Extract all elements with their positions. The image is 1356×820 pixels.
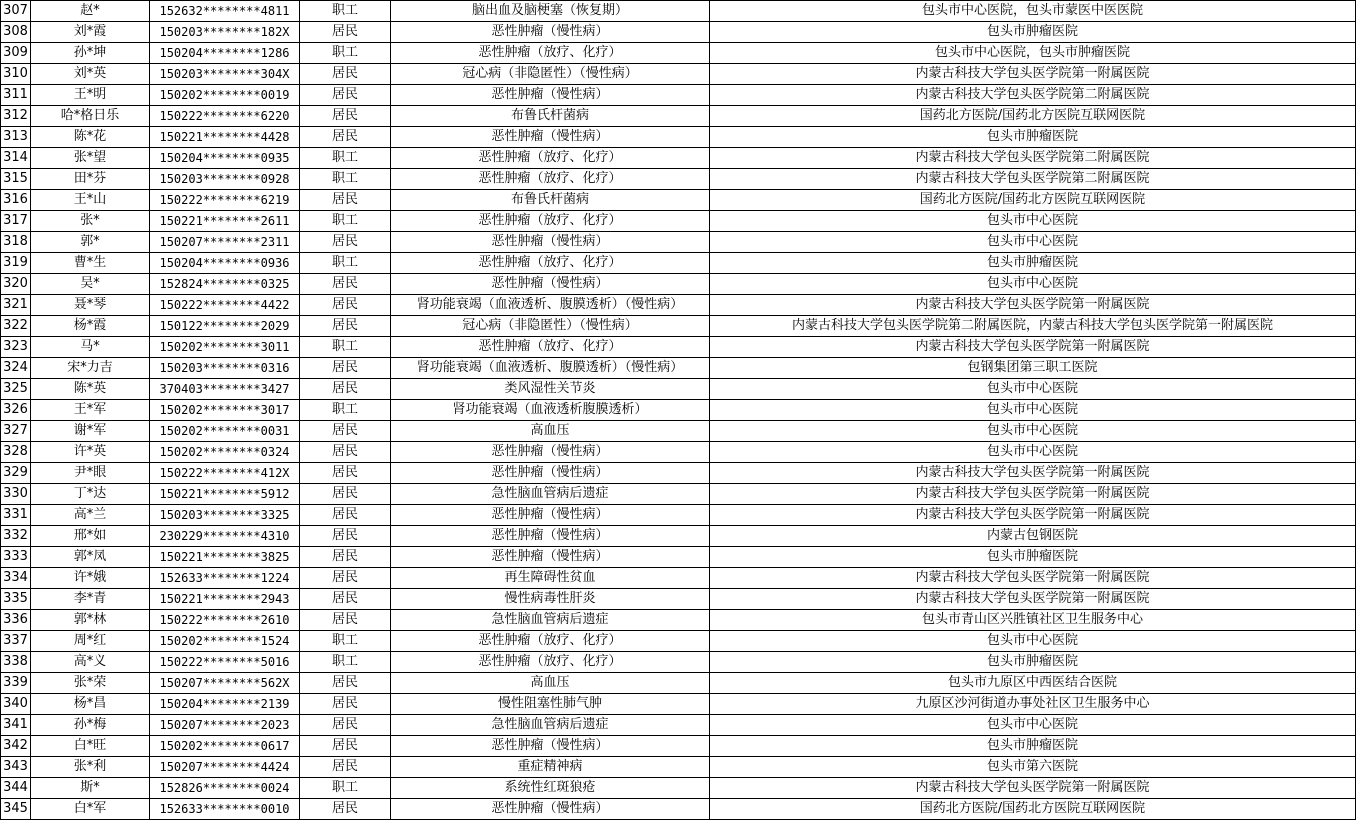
- table-row: [1, 568, 1356, 589]
- table-row: [1, 43, 1356, 64]
- id-number-cell: 370403********3427: [150, 379, 300, 400]
- name-cell: 张*: [31, 211, 150, 232]
- table-row: [1, 421, 1356, 442]
- hospital-cell: 包钢集团第三职工医院: [710, 358, 1356, 379]
- hospital-cell: 包头市青山区兴胜镇社区卫生服务中心: [710, 610, 1356, 631]
- row-number-cell: 307: [1, 1, 31, 22]
- hospital-cell: 包头市中心医院，包头市蒙医中医医院: [710, 1, 1356, 22]
- insurance-type-cell: 职工: [300, 652, 391, 673]
- table-row: [1, 631, 1356, 652]
- name-cell: 聂*琴: [31, 295, 150, 316]
- row-number-cell: 314: [1, 148, 31, 169]
- disease-cell: 高血压: [391, 421, 710, 442]
- insurance-type-cell: 职工: [300, 400, 391, 421]
- name-cell: 宋*力吉: [31, 358, 150, 379]
- name-cell: 田*芬: [31, 169, 150, 190]
- disease-cell: 恶性肿瘤（放疗、化疗）: [391, 631, 710, 652]
- hospital-cell: 包头市肿瘤医院: [710, 22, 1356, 43]
- table-row: [1, 22, 1356, 43]
- hospital-cell: 内蒙古科技大学包头医学院第一附属医院: [710, 337, 1356, 358]
- disease-cell: 肾功能衰竭（血液透析腹膜透析）: [391, 400, 710, 421]
- hospital-cell: 包头市肿瘤医院: [710, 652, 1356, 673]
- disease-cell: 恶性肿瘤（放疗、化疗）: [391, 337, 710, 358]
- table-row: [1, 778, 1356, 799]
- name-cell: 张*利: [31, 757, 150, 778]
- table-row: [1, 400, 1356, 421]
- name-cell: 孙*坤: [31, 43, 150, 64]
- insurance-type-cell: 居民: [300, 736, 391, 757]
- insurance-type-cell: 职工: [300, 253, 391, 274]
- row-number-cell: 339: [1, 673, 31, 694]
- table-row: [1, 316, 1356, 337]
- row-number-cell: 332: [1, 526, 31, 547]
- row-number-cell: 335: [1, 589, 31, 610]
- hospital-cell: 包头市中心医院: [710, 211, 1356, 232]
- insurance-type-cell: 居民: [300, 547, 391, 568]
- name-cell: 马*: [31, 337, 150, 358]
- row-number-cell: 313: [1, 127, 31, 148]
- hospital-cell: 内蒙古科技大学包头医学院第一附属医院: [710, 484, 1356, 505]
- table-row: [1, 547, 1356, 568]
- name-cell: 郭*林: [31, 610, 150, 631]
- disease-cell: 急性脑血管病后遗症: [391, 484, 710, 505]
- table-row: [1, 274, 1356, 295]
- id-number-cell: 150221********2611: [150, 211, 300, 232]
- table-row: [1, 211, 1356, 232]
- name-cell: 谢*军: [31, 421, 150, 442]
- name-cell: 斯*: [31, 778, 150, 799]
- hospital-cell: 包头市肿瘤医院: [710, 736, 1356, 757]
- insurance-type-cell: 居民: [300, 505, 391, 526]
- name-cell: 王*山: [31, 190, 150, 211]
- row-number-cell: 316: [1, 190, 31, 211]
- id-number-cell: 150202********3017: [150, 400, 300, 421]
- hospital-cell: 内蒙古科技大学包头医学院第一附属医院: [710, 778, 1356, 799]
- hospital-cell: 包头市中心医院，包头市肿瘤医院: [710, 43, 1356, 64]
- table-row: [1, 127, 1356, 148]
- id-number-cell: 150202********0617: [150, 736, 300, 757]
- id-number-cell: 150203********0316: [150, 358, 300, 379]
- insurance-type-cell: 居民: [300, 127, 391, 148]
- insurance-type-cell: 居民: [300, 484, 391, 505]
- id-number-cell: 150122********2029: [150, 316, 300, 337]
- disease-cell: 恶性肿瘤（慢性病）: [391, 85, 710, 106]
- name-cell: 陈*英: [31, 379, 150, 400]
- insurance-type-cell: 居民: [300, 379, 391, 400]
- row-number-cell: 341: [1, 715, 31, 736]
- id-number-cell: 152826********0024: [150, 778, 300, 799]
- hospital-cell: 内蒙古科技大学包头医学院第一附属医院: [710, 295, 1356, 316]
- name-cell: 白*旺: [31, 736, 150, 757]
- disease-cell: 急性脑血管病后遗症: [391, 610, 710, 631]
- row-number-cell: 340: [1, 694, 31, 715]
- id-number-cell: 150222********2610: [150, 610, 300, 631]
- disease-cell: 恶性肿瘤（放疗、化疗）: [391, 169, 710, 190]
- row-number-cell: 321: [1, 295, 31, 316]
- insurance-type-cell: 职工: [300, 1, 391, 22]
- hospital-cell: 包头市肿瘤医院: [710, 547, 1356, 568]
- id-number-cell: 150222********412X: [150, 463, 300, 484]
- name-cell: 尹*眼: [31, 463, 150, 484]
- name-cell: 孙*梅: [31, 715, 150, 736]
- insurance-type-cell: 居民: [300, 358, 391, 379]
- disease-cell: 再生障碍性贫血: [391, 568, 710, 589]
- insurance-type-cell: 居民: [300, 589, 391, 610]
- hospital-cell: 内蒙古科技大学包头医学院第一附属医院: [710, 568, 1356, 589]
- row-number-cell: 326: [1, 400, 31, 421]
- id-number-cell: 152632********4811: [150, 1, 300, 22]
- id-number-cell: 150221********4428: [150, 127, 300, 148]
- disease-cell: 重症精神病: [391, 757, 710, 778]
- hospital-cell: 包头市中心医院: [710, 631, 1356, 652]
- table-row: [1, 1, 1356, 22]
- id-number-cell: 150204********1286: [150, 43, 300, 64]
- name-cell: 王*军: [31, 400, 150, 421]
- disease-cell: 急性脑血管病后遗症: [391, 715, 710, 736]
- disease-cell: 恶性肿瘤（放疗、化疗）: [391, 211, 710, 232]
- row-number-cell: 337: [1, 631, 31, 652]
- table-row: [1, 358, 1356, 379]
- table-row: [1, 85, 1356, 106]
- row-number-cell: 322: [1, 316, 31, 337]
- hospital-cell: 九原区沙河街道办事处社区卫生服务中心: [710, 694, 1356, 715]
- id-number-cell: 152633********1224: [150, 568, 300, 589]
- table-row: [1, 673, 1356, 694]
- insurance-type-cell: 居民: [300, 421, 391, 442]
- id-number-cell: 150207********562X: [150, 673, 300, 694]
- row-number-cell: 320: [1, 274, 31, 295]
- insurance-type-cell: 居民: [300, 715, 391, 736]
- id-number-cell: 152824********0325: [150, 274, 300, 295]
- disease-cell: 恶性肿瘤（慢性病）: [391, 799, 710, 820]
- table-row: [1, 652, 1356, 673]
- insurance-type-cell: 居民: [300, 694, 391, 715]
- disease-cell: 高血压: [391, 673, 710, 694]
- hospital-cell: 包头市中心医院: [710, 421, 1356, 442]
- id-number-cell: 150202********0324: [150, 442, 300, 463]
- name-cell: 郭*凤: [31, 547, 150, 568]
- insurance-type-cell: 居民: [300, 442, 391, 463]
- disease-cell: 慢性阻塞性肺气肿: [391, 694, 710, 715]
- insurance-type-cell: 职工: [300, 631, 391, 652]
- insurance-type-cell: 居民: [300, 463, 391, 484]
- name-cell: 张*荣: [31, 673, 150, 694]
- hospital-cell: 包头市中心医院: [710, 400, 1356, 421]
- row-number-cell: 336: [1, 610, 31, 631]
- id-number-cell: 150222********6219: [150, 190, 300, 211]
- hospital-cell: 内蒙古科技大学包头医学院第一附属医院: [710, 589, 1356, 610]
- name-cell: 王*明: [31, 85, 150, 106]
- row-number-cell: 323: [1, 337, 31, 358]
- row-number-cell: 334: [1, 568, 31, 589]
- table-row: [1, 64, 1356, 85]
- table-body: [1, 1, 1356, 820]
- table-row: [1, 253, 1356, 274]
- insurance-type-cell: 职工: [300, 169, 391, 190]
- hospital-cell: 内蒙古科技大学包头医学院第一附属医院: [710, 463, 1356, 484]
- hospital-cell: 内蒙古科技大学包头医学院第一附属医院: [710, 64, 1356, 85]
- id-number-cell: 150222********4422: [150, 295, 300, 316]
- disease-cell: 恶性肿瘤（慢性病）: [391, 22, 710, 43]
- disease-cell: 恶性肿瘤（放疗、化疗）: [391, 253, 710, 274]
- name-cell: 哈*格日乐: [31, 106, 150, 127]
- disease-cell: 脑出血及脑梗塞（恢复期）: [391, 1, 710, 22]
- hospital-cell: 包头市中心医院: [710, 379, 1356, 400]
- disease-cell: 恶性肿瘤（慢性病）: [391, 526, 710, 547]
- id-number-cell: 150222********6220: [150, 106, 300, 127]
- table-row: [1, 505, 1356, 526]
- hospital-cell: 包头市肿瘤医院: [710, 253, 1356, 274]
- hospital-cell: 包头市九原区中西医结合医院: [710, 673, 1356, 694]
- insurance-type-cell: 居民: [300, 232, 391, 253]
- hospital-cell: 国药北方医院/国药北方医院互联网医院: [710, 799, 1356, 820]
- table-row: [1, 589, 1356, 610]
- name-cell: 许*娥: [31, 568, 150, 589]
- disease-cell: 恶性肿瘤（慢性病）: [391, 547, 710, 568]
- table-row: [1, 526, 1356, 547]
- name-cell: 杨*昌: [31, 694, 150, 715]
- table-row: [1, 106, 1356, 127]
- insurance-type-cell: 职工: [300, 211, 391, 232]
- disease-cell: 恶性肿瘤（慢性病）: [391, 232, 710, 253]
- row-number-cell: 344: [1, 778, 31, 799]
- row-number-cell: 324: [1, 358, 31, 379]
- id-number-cell: 150202********3011: [150, 337, 300, 358]
- insurance-type-cell: 居民: [300, 568, 391, 589]
- disease-cell: 恶性肿瘤（放疗、化疗）: [391, 43, 710, 64]
- hospital-cell: 内蒙古科技大学包头医学院第二附属医院: [710, 148, 1356, 169]
- disease-cell: 恶性肿瘤（慢性病）: [391, 736, 710, 757]
- disease-cell: 恶性肿瘤（慢性病）: [391, 127, 710, 148]
- row-number-cell: 328: [1, 442, 31, 463]
- table-row: [1, 799, 1356, 820]
- insurance-type-cell: 居民: [300, 610, 391, 631]
- disease-cell: 恶性肿瘤（慢性病）: [391, 505, 710, 526]
- table-row: [1, 379, 1356, 400]
- table-row: [1, 148, 1356, 169]
- disease-cell: 布鲁氏杆菌病: [391, 190, 710, 211]
- row-number-cell: 318: [1, 232, 31, 253]
- hospital-cell: 包头市中心医院: [710, 715, 1356, 736]
- row-number-cell: 317: [1, 211, 31, 232]
- disease-cell: 布鲁氏杆菌病: [391, 106, 710, 127]
- table-row: [1, 232, 1356, 253]
- id-number-cell: 150204********0935: [150, 148, 300, 169]
- row-number-cell: 312: [1, 106, 31, 127]
- disease-cell: 冠心病（非隐匿性）（慢性病）: [391, 64, 710, 85]
- id-number-cell: 150203********304X: [150, 64, 300, 85]
- table-row: [1, 484, 1356, 505]
- name-cell: 周*红: [31, 631, 150, 652]
- insurance-type-cell: 居民: [300, 526, 391, 547]
- row-number-cell: 325: [1, 379, 31, 400]
- name-cell: 白*军: [31, 799, 150, 820]
- id-number-cell: 230229********4310: [150, 526, 300, 547]
- disease-cell: 冠心病（非隐匿性）（慢性病）: [391, 316, 710, 337]
- insurance-type-cell: 居民: [300, 106, 391, 127]
- insurance-type-cell: 居民: [300, 64, 391, 85]
- name-cell: 李*青: [31, 589, 150, 610]
- row-number-cell: 311: [1, 85, 31, 106]
- insurance-type-cell: 职工: [300, 148, 391, 169]
- row-number-cell: 338: [1, 652, 31, 673]
- insurance-type-cell: 居民: [300, 190, 391, 211]
- id-number-cell: 150203********182X: [150, 22, 300, 43]
- disease-cell: 慢性病毒性肝炎: [391, 589, 710, 610]
- name-cell: 高*兰: [31, 505, 150, 526]
- row-number-cell: 319: [1, 253, 31, 274]
- hospital-cell: 内蒙古科技大学包头医学院第二附属医院，内蒙古科技大学包头医学院第一附属医院: [710, 316, 1356, 337]
- disease-cell: 类风湿性关节炎: [391, 379, 710, 400]
- id-number-cell: 150221********5912: [150, 484, 300, 505]
- id-number-cell: 150203********3325: [150, 505, 300, 526]
- table-row: [1, 757, 1356, 778]
- id-number-cell: 150221********3825: [150, 547, 300, 568]
- table-row: [1, 190, 1356, 211]
- hospital-cell: 内蒙古科技大学包头医学院第一附属医院: [710, 505, 1356, 526]
- table-row: [1, 736, 1356, 757]
- name-cell: 丁*达: [31, 484, 150, 505]
- name-cell: 高*义: [31, 652, 150, 673]
- hospital-cell: 包头市第六医院: [710, 757, 1356, 778]
- name-cell: 吴*: [31, 274, 150, 295]
- insurance-type-cell: 居民: [300, 757, 391, 778]
- table-row: [1, 295, 1356, 316]
- disease-cell: 系统性红斑狼疮: [391, 778, 710, 799]
- name-cell: 赵*: [31, 1, 150, 22]
- row-number-cell: 327: [1, 421, 31, 442]
- hospital-cell: 包头市中心医院: [710, 274, 1356, 295]
- name-cell: 郭*: [31, 232, 150, 253]
- id-number-cell: 150204********0936: [150, 253, 300, 274]
- disease-cell: 肾功能衰竭（血液透析、腹膜透析）（慢性病）: [391, 358, 710, 379]
- name-cell: 刘*英: [31, 64, 150, 85]
- table-row: [1, 337, 1356, 358]
- id-number-cell: 150202********0019: [150, 85, 300, 106]
- name-cell: 邢*如: [31, 526, 150, 547]
- insurance-type-cell: 居民: [300, 799, 391, 820]
- name-cell: 曹*生: [31, 253, 150, 274]
- id-number-cell: 150221********2943: [150, 589, 300, 610]
- table-row: [1, 463, 1356, 484]
- disease-cell: 恶性肿瘤（慢性病）: [391, 463, 710, 484]
- disease-cell: 恶性肿瘤（慢性病）: [391, 274, 710, 295]
- row-number-cell: 333: [1, 547, 31, 568]
- insurance-type-cell: 职工: [300, 43, 391, 64]
- insurance-type-cell: 职工: [300, 778, 391, 799]
- disease-cell: 恶性肿瘤（慢性病）: [391, 442, 710, 463]
- row-number-cell: 345: [1, 799, 31, 820]
- hospital-cell: 包头市中心医院: [710, 442, 1356, 463]
- table-row: [1, 169, 1356, 190]
- id-number-cell: 150202********1524: [150, 631, 300, 652]
- insurance-type-cell: 居民: [300, 673, 391, 694]
- hospital-cell: 内蒙古科技大学包头医学院第二附属医院: [710, 85, 1356, 106]
- row-number-cell: 331: [1, 505, 31, 526]
- insurance-type-cell: 居民: [300, 85, 391, 106]
- insurance-type-cell: 居民: [300, 316, 391, 337]
- table-row: [1, 610, 1356, 631]
- row-number-cell: 342: [1, 736, 31, 757]
- row-number-cell: 308: [1, 22, 31, 43]
- name-cell: 许*英: [31, 442, 150, 463]
- id-number-cell: 152633********0010: [150, 799, 300, 820]
- table-row: [1, 694, 1356, 715]
- insurance-type-cell: 居民: [300, 295, 391, 316]
- disease-cell: 恶性肿瘤（放疗、化疗）: [391, 148, 710, 169]
- table-row: [1, 715, 1356, 736]
- table-row: [1, 442, 1356, 463]
- id-number-cell: 150202********0031: [150, 421, 300, 442]
- name-cell: 杨*霞: [31, 316, 150, 337]
- row-number-cell: 309: [1, 43, 31, 64]
- id-number-cell: 150207********2023: [150, 715, 300, 736]
- name-cell: 张*望: [31, 148, 150, 169]
- insurance-type-cell: 职工: [300, 337, 391, 358]
- row-number-cell: 330: [1, 484, 31, 505]
- row-number-cell: 343: [1, 757, 31, 778]
- hospital-cell: 国药北方医院/国药北方医院互联网医院: [710, 106, 1356, 127]
- insurance-type-cell: 居民: [300, 22, 391, 43]
- row-number-cell: 310: [1, 64, 31, 85]
- hospital-cell: 国药北方医院/国药北方医院互联网医院: [710, 190, 1356, 211]
- name-cell: 陈*花: [31, 127, 150, 148]
- name-cell: 刘*霞: [31, 22, 150, 43]
- insurance-type-cell: 居民: [300, 274, 391, 295]
- id-number-cell: 150204********2139: [150, 694, 300, 715]
- disease-cell: 肾功能衰竭（血液透析、腹膜透析）（慢性病）: [391, 295, 710, 316]
- hospital-cell: 包头市中心医院: [710, 232, 1356, 253]
- id-number-cell: 150203********0928: [150, 169, 300, 190]
- id-number-cell: 150207********2311: [150, 232, 300, 253]
- row-number-cell: 315: [1, 169, 31, 190]
- hospital-cell: 内蒙古包钢医院: [710, 526, 1356, 547]
- disease-cell: 恶性肿瘤（放疗、化疗）: [391, 652, 710, 673]
- id-number-cell: 150207********4424: [150, 757, 300, 778]
- id-number-cell: 150222********5016: [150, 652, 300, 673]
- row-number-cell: 329: [1, 463, 31, 484]
- hospital-cell: 内蒙古科技大学包头医学院第二附属医院: [710, 169, 1356, 190]
- hospital-cell: 包头市肿瘤医院: [710, 127, 1356, 148]
